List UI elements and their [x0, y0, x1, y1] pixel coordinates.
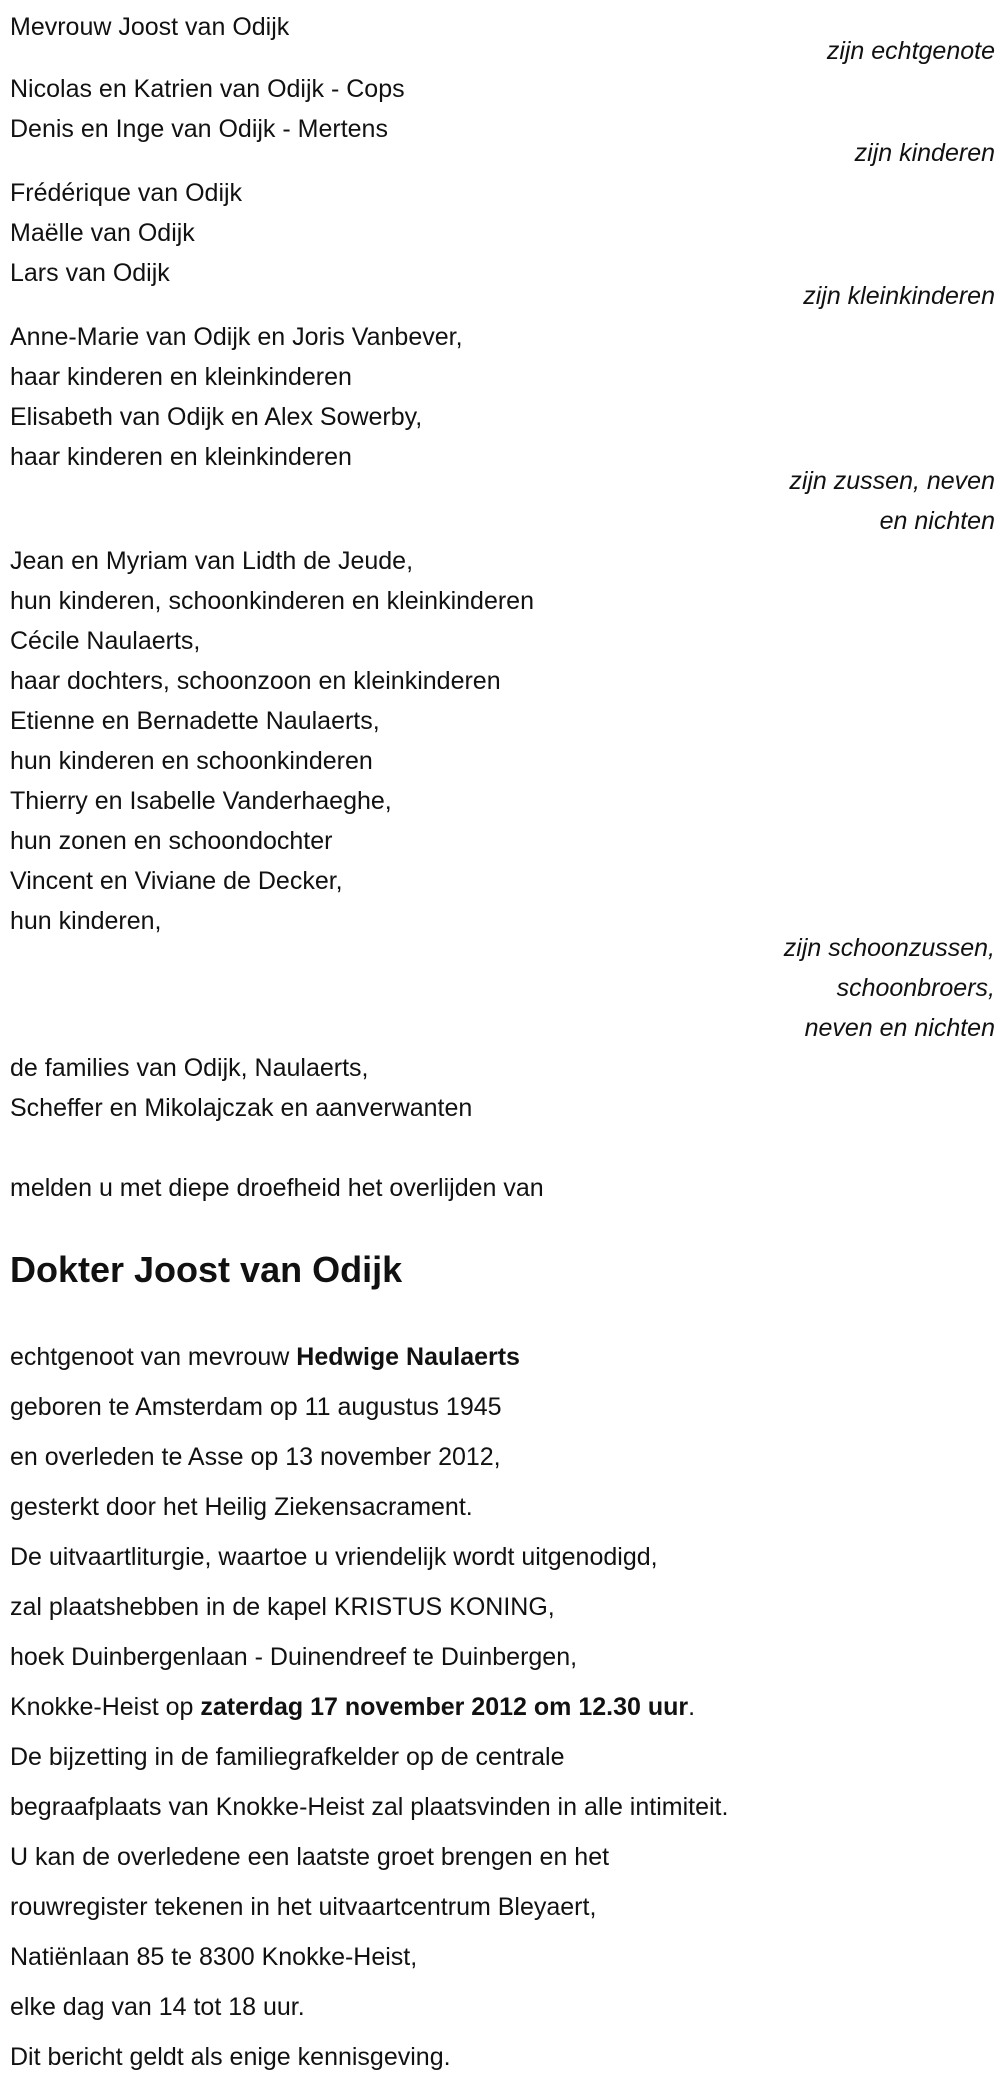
detail-line: en overleden te Asse op 13 november 2012, — [10, 1443, 501, 1471]
in-law-line: haar dochters, schoonzoon en kleinkinderen — [10, 667, 501, 695]
relation-label: zijn kinderen — [854, 139, 995, 167]
announcement-text: melden u met diepe droefheid het overlijden van — [10, 1174, 544, 1202]
in-law-line: Cécile Naulaerts, — [10, 627, 201, 655]
in-law-line: hun kinderen, — [10, 907, 162, 935]
in-law-line: Etienne en Bernadette Naulaerts, — [10, 707, 380, 735]
in-law-line: Jean en Myriam van Lidth de Jeude, — [10, 547, 414, 575]
detail-line — [10, 1687, 695, 1727]
sister-line: haar kinderen en kleinkinderen — [10, 363, 352, 391]
detail-line: Natiënlaan 85 te 8300 Knokke-Heist, — [10, 1943, 418, 1971]
detail-line: elke dag van 14 tot 18 uur. — [10, 1993, 305, 2021]
in-law-line: hun kinderen en schoonkinderen — [10, 747, 373, 775]
detail-line — [10, 1337, 520, 1377]
detail-text: echtgenoot van mevrouw — [10, 1343, 297, 1371]
detail-line: De uitvaartliturgie, waartoe u vriendelijk wordt uitgenodigd, — [10, 1543, 658, 1571]
detail-line: zal plaatshebben in de kapel KRISTUS KONING, — [10, 1593, 555, 1621]
detail-line: rouwregister tekenen in het uitvaartcentrum Bleyaert, — [10, 1893, 597, 1921]
detail-line: Dit bericht geldt als enige kennisgeving. — [10, 2043, 451, 2071]
detail-text: . — [688, 1693, 696, 1721]
relation-label: zijn echtgenote — [826, 37, 995, 65]
in-law-line: hun zonen en schoondochter — [10, 827, 333, 855]
in-law-line: hun kinderen, schoonkinderen en kleinkinderen — [10, 587, 534, 615]
relation-label: schoonbroers, — [836, 974, 995, 1002]
sister-line: haar kinderen en kleinkinderen — [10, 443, 352, 471]
grandchild-name: Lars van Odijk — [10, 259, 170, 287]
relation-label: zijn zussen, neven — [789, 467, 995, 495]
in-law-line: Vincent en Viviane de Decker, — [10, 867, 343, 895]
families-line: de families van Odijk, Naulaerts, — [10, 1054, 369, 1082]
spouse-name: Mevrouw Joost van Odijk — [10, 13, 290, 41]
relation-label: zijn kleinkinderen — [803, 282, 995, 310]
detail-line: geboren te Amsterdam op 11 augustus 1945 — [10, 1393, 502, 1421]
sister-line: Anne-Marie van Odijk en Joris Vanbever, — [10, 323, 463, 351]
child-name: Nicolas en Katrien van Odijk - Cops — [10, 75, 405, 103]
detail-line: De bijzetting in de familiegrafkelder op de centrale — [10, 1743, 565, 1771]
detail-line: U kan de overledene een laatste groet brengen en het — [10, 1843, 610, 1871]
in-law-line: Thierry en Isabelle Vanderhaeghe, — [10, 787, 392, 815]
detail-line: gesterkt door het Heilig Ziekensacrament. — [10, 1493, 473, 1521]
relation-label: zijn schoonzussen, — [783, 934, 995, 962]
funeral-datetime: zaterdag 17 november 2012 om 12.30 uur — [200, 1693, 689, 1721]
widow-name: Hedwige Naulaerts — [296, 1343, 520, 1371]
detail-text: Knokke-Heist op — [10, 1693, 201, 1721]
grandchild-name: Frédérique van Odijk — [10, 179, 243, 207]
detail-line: begraafplaats van Knokke-Heist zal plaatsvinden in alle intimiteit. — [10, 1793, 729, 1821]
deceased-name: Dokter Joost van Odijk — [10, 1249, 403, 1290]
relation-label: neven en nichten — [804, 1014, 995, 1042]
child-name: Denis en Inge van Odijk - Mertens — [10, 115, 388, 143]
sister-line: Elisabeth van Odijk en Alex Sowerby, — [10, 403, 423, 431]
families-line: Scheffer en Mikolajczak en aanverwanten — [10, 1094, 473, 1122]
detail-line: hoek Duinbergenlaan - Duinendreef te Duinbergen, — [10, 1643, 578, 1671]
grandchild-name: Maëlle van Odijk — [10, 219, 195, 247]
relation-label: en nichten — [879, 507, 995, 535]
